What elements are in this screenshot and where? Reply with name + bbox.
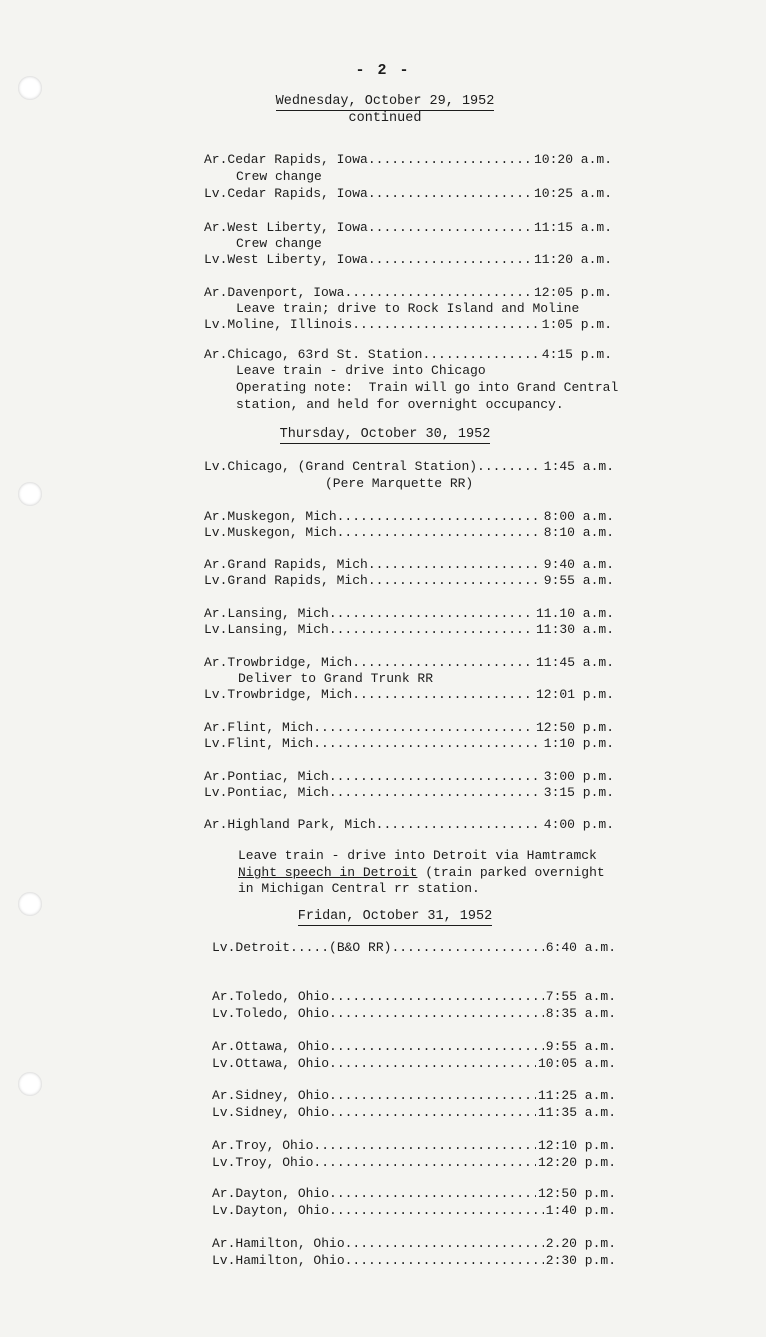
dot-leader [329, 1105, 536, 1121]
schedule-note: Leave train - drive into Chicago [236, 363, 486, 378]
dot-leader [422, 347, 539, 363]
schedule-row [212, 1039, 616, 1055]
schedule-row [212, 1138, 616, 1154]
departure-time: 4:00 p.m. [543, 817, 614, 832]
dot-leader [329, 785, 542, 801]
departure-time: 11:20 a.m. [533, 252, 612, 267]
station-name: Toledo, Ohio [235, 989, 330, 1004]
station-name: Muskegon, Mich [227, 525, 337, 540]
arrive-leave-marker: Lv. [204, 252, 228, 267]
station-name: Lansing, Mich [227, 622, 329, 637]
station-name: Trowbridge, Mich [227, 655, 353, 670]
schedule-row [204, 769, 614, 785]
schedule-row [204, 736, 614, 752]
schedule-note: Leave train - drive into Detroit via Hamtramck [238, 848, 597, 863]
schedule-row [212, 1186, 616, 1202]
station-name: Highland Park, Mich [227, 817, 376, 832]
departure-time: 2:30 p.m. [545, 1253, 616, 1268]
schedule-row [212, 1253, 616, 1269]
dot-leader [345, 1253, 544, 1269]
schedule-row [204, 285, 612, 301]
departure-time: 10:20 a.m. [533, 152, 612, 167]
dot-leader [368, 220, 532, 236]
schedule-note: Deliver to Grand Trunk RR [238, 671, 434, 686]
arrive-leave-marker: Lv. [204, 459, 228, 474]
arrive-leave-marker: Ar. [204, 557, 228, 572]
dot-leader [329, 1186, 536, 1202]
departure-time: 10:05 a.m. [537, 1056, 616, 1071]
departure-time: 3:00 p.m. [543, 769, 614, 784]
dot-leader [329, 606, 534, 622]
arrive-leave-marker: Ar. [212, 989, 236, 1004]
departure-time: 12:50 p.m. [535, 720, 614, 735]
dot-leader [329, 622, 534, 638]
punch-hole [18, 482, 42, 506]
arrive-leave-marker: Ar. [212, 1088, 236, 1103]
arrive-leave-marker: Ar. [212, 1138, 236, 1153]
station-name: Sidney, Ohio [235, 1088, 330, 1103]
dot-leader [345, 1236, 544, 1252]
schedule-row [204, 186, 612, 202]
departure-time: 8:00 a.m. [543, 509, 614, 524]
underlined-note: Night speech in Detroit [238, 865, 418, 880]
dot-leader [477, 459, 542, 475]
punch-hole [18, 1072, 42, 1096]
station-name: Pontiac, Mich [227, 769, 329, 784]
schedule-row [204, 557, 614, 573]
schedule-note: Crew change [236, 169, 322, 184]
punch-hole [18, 76, 42, 100]
dot-leader [329, 1088, 536, 1104]
station-name: Flint, Mich [227, 720, 314, 735]
schedule-row [204, 347, 612, 363]
station-name: Ottawa, Ohio [235, 1056, 330, 1071]
departure-time: 4:15 p.m. [541, 347, 612, 362]
station-name: Cedar Rapids, Iowa [227, 152, 368, 167]
arrive-leave-marker: Lv. [204, 573, 228, 588]
schedule-row [212, 1006, 616, 1022]
arrive-leave-marker: Lv. [212, 1203, 236, 1218]
arrive-leave-marker: Ar. [204, 347, 228, 362]
departure-time: 11.10 a.m. [535, 606, 614, 621]
schedule-note: Crew change [236, 236, 322, 251]
station-name: Grand Rapids, Mich [227, 573, 368, 588]
schedule-note: Leave train; drive to Rock Island and Moline [236, 301, 580, 316]
station-name: Toledo, Ohio [235, 1006, 330, 1021]
departure-time: 11:30 a.m. [535, 622, 614, 637]
schedule-row [204, 687, 614, 703]
section-heading [270, 909, 520, 926]
dot-leader [337, 509, 542, 525]
departure-time: 3:15 p.m. [543, 785, 614, 800]
arrive-leave-marker: Ar. [204, 720, 228, 735]
arrive-leave-marker: Ar. [212, 1186, 236, 1201]
arrive-leave-marker: Lv. [204, 736, 228, 751]
schedule-row [212, 940, 616, 956]
arrive-leave-marker: Ar. [204, 606, 228, 621]
dot-leader [329, 1006, 544, 1022]
schedule-row [212, 1236, 616, 1252]
dot-leader [368, 152, 532, 168]
dot-leader [329, 989, 544, 1005]
dot-leader [352, 655, 534, 671]
dot-leader [352, 687, 534, 703]
station-name: Hamilton, Ohio [235, 1236, 345, 1251]
departure-time: 10:25 a.m. [533, 186, 612, 201]
schedule-row [204, 152, 612, 168]
arrive-leave-marker: Lv. [212, 1253, 236, 1268]
departure-time: 12:01 p.m. [535, 687, 614, 702]
schedule-note [238, 865, 605, 881]
dot-leader [337, 525, 542, 541]
dot-leader [376, 817, 542, 833]
departure-time: 8:10 a.m. [543, 525, 614, 540]
departure-time: 1:45 a.m. [543, 459, 614, 474]
station-name: Cedar Rapids, Iowa [227, 186, 368, 201]
schedule-row [204, 525, 614, 541]
dot-leader [368, 573, 542, 589]
departure-time: 12:05 p.m. [533, 285, 612, 300]
arrive-leave-marker: Ar. [204, 655, 228, 670]
station-name: Detroit.....(B&O RR) [235, 940, 392, 955]
station-name: Moline, Illinois [227, 317, 353, 332]
dot-leader [391, 940, 543, 956]
page-number: - 2 - [355, 62, 411, 79]
station-name: Davenport, Iowa [227, 285, 345, 300]
station-name: Ottawa, Ohio [235, 1039, 330, 1054]
punch-hole [18, 892, 42, 916]
station-name: Dayton, Ohio [235, 1203, 330, 1218]
station-name: Hamilton, Ohio [235, 1253, 345, 1268]
arrive-leave-marker: Ar. [204, 817, 228, 832]
station-name: Pontiac, Mich [227, 785, 329, 800]
schedule-row [204, 720, 614, 736]
dot-leader [344, 285, 532, 301]
departure-time: 9:55 a.m. [545, 1039, 616, 1054]
arrive-leave-marker: Lv. [212, 1006, 236, 1021]
arrive-leave-marker: Lv. [204, 785, 228, 800]
schedule-row [212, 1056, 616, 1072]
station-name: Lansing, Mich [227, 606, 329, 621]
arrive-leave-marker: Lv. [212, 1155, 236, 1170]
arrive-leave-marker: Lv. [212, 940, 236, 955]
schedule-note: in Michigan Central rr station. [238, 881, 480, 896]
arrive-leave-marker: Ar. [212, 1039, 236, 1054]
schedule-row [212, 1155, 616, 1171]
schedule-row [204, 785, 614, 801]
schedule-row [204, 573, 614, 589]
section-heading-title: Fridan, October 31, 1952 [297, 909, 493, 924]
dot-leader [313, 1155, 536, 1171]
arrive-leave-marker: Ar. [204, 509, 228, 524]
arrive-leave-marker: Lv. [212, 1056, 236, 1071]
arrive-leave-marker: Ar. [212, 1236, 236, 1251]
schedule-row [212, 989, 616, 1005]
dot-leader [329, 1039, 544, 1055]
arrive-leave-marker: Lv. [204, 525, 228, 540]
dot-leader [313, 736, 542, 752]
arrive-leave-marker: Ar. [204, 220, 228, 235]
departure-time: 11:15 a.m. [533, 220, 612, 235]
station-name: Chicago, (Grand Central Station) [227, 459, 478, 474]
schedule-row [204, 509, 614, 525]
dot-leader [368, 186, 532, 202]
arrive-leave-marker: Ar. [204, 152, 228, 167]
departure-time: 11:35 a.m. [537, 1105, 616, 1120]
dot-leader [313, 1138, 536, 1154]
schedule-row [204, 817, 614, 833]
dot-leader [329, 1056, 536, 1072]
station-name: West Liberty, Iowa [227, 220, 368, 235]
section-heading-subtitle: continued [348, 111, 422, 126]
schedule-row [204, 220, 612, 236]
departure-time: 2.20 p.m. [545, 1236, 616, 1251]
schedule-row [204, 622, 614, 638]
schedule-note: Operating note: Train will go into Grand Central [236, 380, 619, 395]
departure-time: 9:40 a.m. [543, 557, 614, 572]
schedule-row [204, 459, 614, 475]
dot-leader [352, 317, 540, 333]
departure-time: 11:45 a.m. [535, 655, 614, 670]
station-name: Flint, Mich [227, 736, 314, 751]
arrive-leave-marker: Lv. [204, 317, 228, 332]
dot-leader [329, 769, 542, 785]
departure-time: 11:25 a.m. [537, 1088, 616, 1103]
arrive-leave-marker: Ar. [204, 285, 228, 300]
arrive-leave-marker: Ar. [204, 769, 228, 784]
departure-time: 8:35 a.m. [545, 1006, 616, 1021]
schedule-row [204, 252, 612, 268]
station-name: Grand Rapids, Mich [227, 557, 368, 572]
station-name: Trowbridge, Mich [227, 687, 353, 702]
departure-time: 7:55 a.m. [545, 989, 616, 1004]
departure-time: 1:40 p.m. [545, 1203, 616, 1218]
arrive-leave-marker: Lv. [204, 186, 228, 201]
schedule-row [212, 1203, 616, 1219]
station-name: Chicago, 63rd St. Station [227, 347, 423, 362]
schedule-row [204, 317, 612, 333]
station-name: Troy, Ohio [235, 1155, 314, 1170]
dot-leader [313, 720, 534, 736]
section-heading-title: Thursday, October 30, 1952 [279, 427, 491, 442]
departure-time: 6:40 a.m. [545, 940, 616, 955]
departure-time: 12:20 p.m. [537, 1155, 616, 1170]
station-name: Sidney, Ohio [235, 1105, 330, 1120]
section-heading [260, 427, 510, 444]
arrive-leave-marker: Lv. [212, 1105, 236, 1120]
dot-leader [368, 252, 532, 268]
schedule-note: (Pere Marquette RR) [325, 476, 474, 491]
station-name: Troy, Ohio [235, 1138, 314, 1153]
departure-time: 1:05 p.m. [541, 317, 612, 332]
dot-leader [329, 1203, 544, 1219]
arrive-leave-marker: Lv. [204, 687, 228, 702]
station-name: West Liberty, Iowa [227, 252, 368, 267]
schedule-row [212, 1105, 616, 1121]
schedule-note: station, and held for overnight occupancy. [236, 397, 564, 412]
schedule-row [204, 655, 614, 671]
station-name: Dayton, Ohio [235, 1186, 330, 1201]
departure-time: 1:10 p.m. [543, 736, 614, 751]
note-text: (train parked overnight [417, 865, 605, 880]
schedule-row [212, 1088, 616, 1104]
departure-time: 12:10 p.m. [537, 1138, 616, 1153]
departure-time: 12:50 p.m. [537, 1186, 616, 1201]
section-heading-title: Wednesday, October 29, 1952 [275, 94, 495, 109]
schedule-row [204, 606, 614, 622]
station-name: Muskegon, Mich [227, 509, 337, 524]
departure-time: 9:55 a.m. [543, 573, 614, 588]
section-heading [260, 94, 510, 126]
dot-leader [368, 557, 542, 573]
arrive-leave-marker: Lv. [204, 622, 228, 637]
